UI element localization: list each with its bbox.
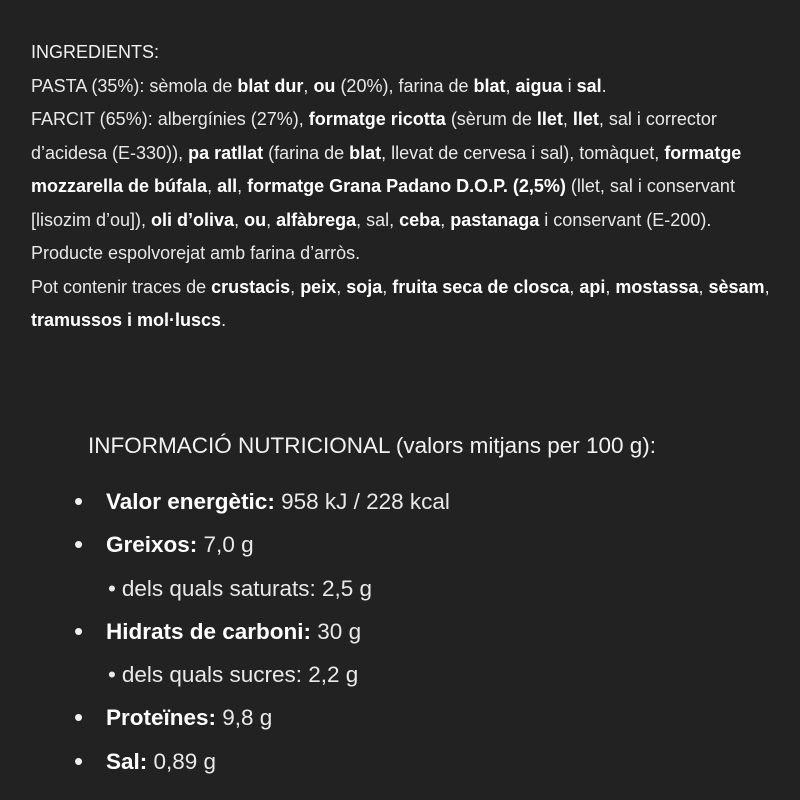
nutrition-item	[74, 740, 778, 783]
bold-ingredient: tramussos i mol·luscs	[31, 310, 222, 330]
ingredient-text: ,	[234, 209, 245, 230]
bold-ingredient: ceba	[399, 209, 441, 230]
nutrition-label: Sal:	[106, 748, 148, 774]
nutrition-value: 7,0 g	[197, 532, 254, 558]
bullet-icon: •	[74, 615, 84, 646]
ingredient-text: ,	[605, 276, 616, 297]
bold-ingredient: mostassa	[615, 276, 699, 297]
nutrition-subitem	[88, 567, 778, 610]
nutrition-subitem	[88, 653, 778, 696]
ingredient-text: (20%), farina de	[335, 75, 474, 96]
ingredient-text: PASTA (35%): sèmola de	[31, 75, 238, 96]
ingredient-text: i	[562, 75, 577, 96]
ingredient-text: (farina de	[263, 142, 350, 163]
bold-ingredient: crustacis	[211, 276, 291, 297]
ingredient-text: FARCIT (65%): albergínies (27%),	[31, 109, 309, 129]
bullet-icon: •	[74, 745, 84, 776]
bold-ingredient: peix	[300, 276, 337, 297]
ingredient-text: ,	[569, 276, 580, 297]
bullet-icon: •	[74, 702, 84, 733]
ingredient-text: Pot contenir traces de	[31, 276, 212, 297]
ingredient-text: , sal,	[356, 209, 400, 230]
ingredient-text: ,	[266, 209, 277, 230]
bold-ingredient: oli d’oliva	[151, 209, 235, 230]
nutrition-title: INFORMACIÓ NUTRICIONAL (valors mitjans per 100 g):	[88, 433, 657, 458]
bold-ingredient: alfàbrega	[276, 209, 357, 230]
farcit-paragraph	[31, 103, 779, 271]
ingredient-text: i conservant (E-200). Producte espolvorejat amb farina d’arròs.	[31, 209, 712, 263]
bold-ingredient: pastanaga	[450, 209, 540, 230]
nutrition-value: dels quals saturats: 2,5 g	[121, 575, 373, 601]
ingredient-text: ,	[698, 276, 709, 297]
ingredients-section	[31, 36, 779, 338]
bullet-icon: •	[74, 486, 84, 516]
ingredient-text: ,	[440, 209, 451, 230]
ingredient-text: ,	[303, 75, 314, 96]
ingredient-text: ,	[562, 109, 573, 129]
nutrition-item	[74, 480, 778, 523]
nutrition-label: Hidrats de carboni:	[106, 618, 312, 644]
bold-ingredient: formatge mozzarella de búfala	[31, 142, 742, 196]
ingredient-text: .	[601, 75, 607, 96]
ingredient-text: ,	[336, 276, 347, 297]
ingredient-text: (llet, sal i conservant [lisozim d’ou]),	[31, 176, 735, 230]
bold-ingredient: api	[579, 276, 606, 297]
bold-ingredient: sal	[576, 75, 602, 96]
nutrition-value: 9,8 g	[216, 705, 273, 731]
ingredient-text: (sèrum de	[445, 109, 537, 129]
traces-paragraph	[31, 271, 779, 338]
bold-ingredient: llet	[572, 109, 599, 129]
nutrition-item	[74, 523, 778, 566]
ingredient-text: ,	[237, 176, 248, 196]
bold-ingredient: sèsam	[708, 276, 765, 297]
bold-ingredient: blat	[473, 75, 506, 96]
sub-bullet-icon: •	[108, 575, 116, 601]
bold-ingredient: formatge ricotta	[308, 109, 446, 129]
ingredient-text: ,	[505, 75, 516, 96]
ingredients-title: INGREDIENTS:	[31, 42, 160, 62]
nutrition-item	[74, 610, 778, 653]
ingredient-text: ,	[382, 276, 393, 297]
nutrition-item	[74, 696, 778, 739]
nutrition-section	[74, 426, 778, 783]
bold-ingredient: blat dur	[237, 75, 304, 96]
bold-ingredient: aigua	[515, 75, 563, 96]
ingredient-text: , llevat de cervesa i sal), tomàquet,	[381, 142, 665, 163]
bold-ingredient: blat	[349, 142, 382, 163]
bold-ingredient: soja	[346, 276, 383, 297]
nutrition-label: Proteïnes:	[106, 705, 217, 731]
bold-ingredient: pa ratllat	[188, 142, 264, 163]
ingredient-text: , sal i corrector d’acidesa (E-330)),	[31, 109, 717, 163]
bold-ingredient: ou	[313, 75, 336, 96]
ingredient-text: ,	[764, 276, 770, 297]
bold-ingredient: llet	[536, 109, 563, 129]
pasta-paragraph	[31, 70, 779, 104]
nutrition-label: Greixos:	[106, 532, 198, 558]
ingredient-text: ,	[290, 276, 301, 297]
nutrition-list	[74, 480, 778, 783]
nutrition-value: 0,89 g	[147, 748, 217, 774]
bold-ingredient: fruita seca de closca	[392, 276, 570, 297]
nutrition-value: dels quals sucres: 2,2 g	[121, 662, 359, 688]
nutrition-value: 30 g	[311, 618, 362, 644]
sub-bullet-icon: •	[108, 662, 116, 688]
bullet-icon: •	[74, 529, 84, 560]
nutrition-label: Valor energètic:	[106, 489, 275, 514]
bold-ingredient: formatge Grana Padano D.O.P. (2,5%)	[247, 176, 566, 196]
ingredient-text: ,	[207, 176, 218, 196]
bold-ingredient: ou	[244, 209, 267, 230]
nutrition-value: 958 kJ / 228 kcal	[274, 489, 450, 514]
bold-ingredient: all	[217, 176, 238, 196]
ingredient-text: .	[221, 310, 227, 330]
